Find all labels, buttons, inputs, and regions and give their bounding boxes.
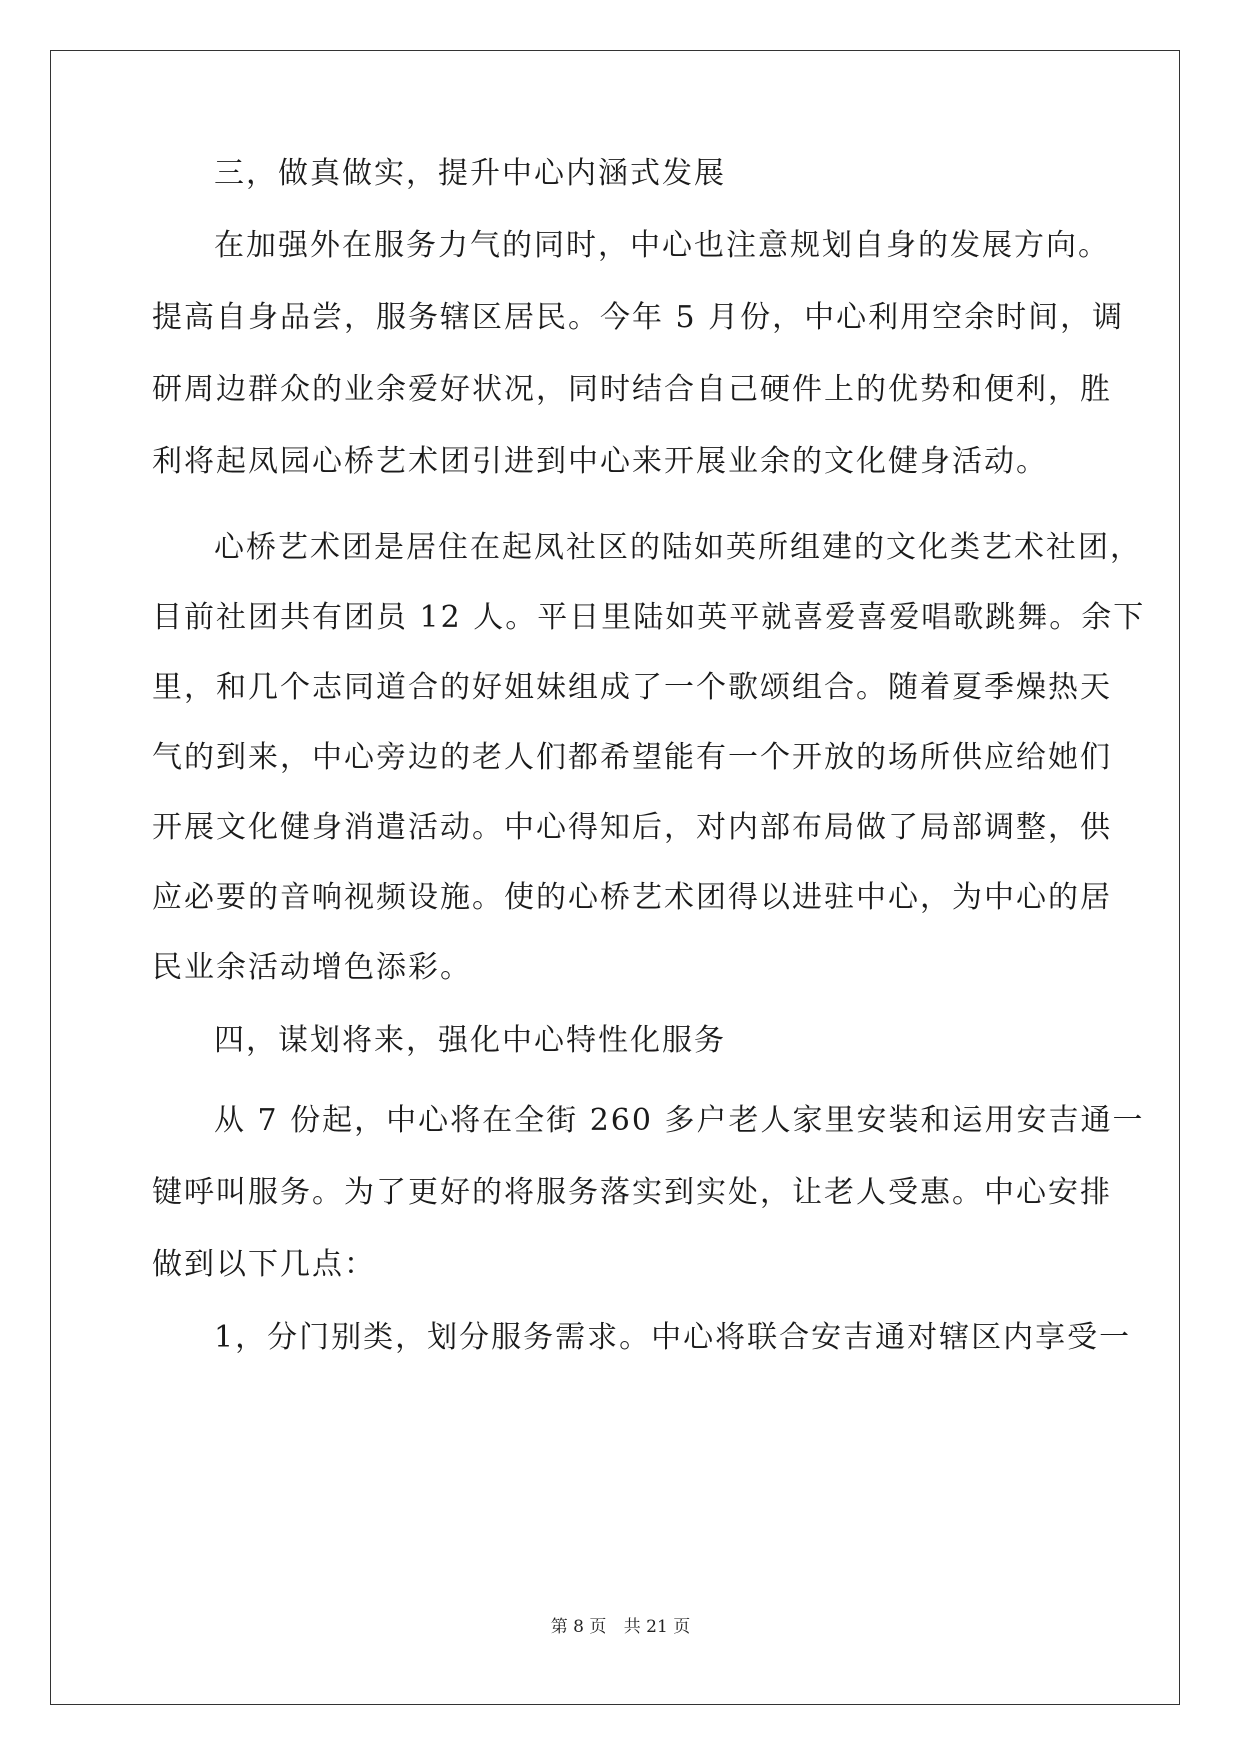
- page-total: 共 21 页: [623, 1617, 691, 1637]
- paragraph-line: 1，分门别类，划分服务需求。中心将联合安吉通对辖区内享受一: [214, 1320, 1132, 1355]
- paragraph-line: 研周边群众的业余爱好状况，同时结合自己硬件上的优势和便利，胜: [152, 372, 1112, 407]
- paragraph-line: 里，和几个志同道合的好姐妹组成了一个歌颂组合。随着夏季燥热天: [152, 670, 1112, 705]
- paragraph-line: 气的到来，中心旁边的老人们都希望能有一个开放的场所供应给她们: [152, 740, 1112, 775]
- paragraph-line: 提高自身品尝，服务辖区居民。今年 5 月份，中心利用空余时间，调: [152, 300, 1125, 335]
- paragraph-line: 民业余活动增色添彩。: [152, 950, 472, 985]
- page-footer: [0, 1616, 1241, 1638]
- paragraph-line: 心桥艺术团是居住在起凤社区的陆如英所组建的文化类艺术社团，: [214, 530, 1142, 565]
- paragraph-line: 键呼叫服务。为了更好的将服务落实到实处，让老人受惠。中心安排: [152, 1175, 1112, 1210]
- section-heading-3: 三，做真做实，提升中心内涵式发展: [214, 156, 726, 191]
- paragraph-line: 在加强外在服务力气的同时，中心也注意规划自身的发展方向。: [214, 228, 1110, 263]
- paragraph-line: 从 7 份起，中心将在全街 260 多户老人家里安装和运用安吉通一: [214, 1103, 1145, 1138]
- paragraph-line: 应必要的音响视频设施。使的心桥艺术团得以进驻中心，为中心的居: [152, 880, 1112, 915]
- paragraph-line: 利将起凤园心桥艺术团引进到中心来开展业余的文化健身活动。: [152, 444, 1048, 479]
- section-heading-4: 四，谋划将来，强化中心特性化服务: [214, 1023, 726, 1058]
- paragraph-line: 开展文化健身消遣活动。中心得知后，对内部布局做了局部调整，供: [152, 810, 1112, 845]
- paragraph-line: 目前社团共有团员 12 人。平日里陆如英平就喜爱喜爱唱歌跳舞。余下: [152, 600, 1146, 635]
- paragraph-line: 做到以下几点：: [152, 1247, 376, 1282]
- page-number: 第 8 页: [550, 1617, 607, 1637]
